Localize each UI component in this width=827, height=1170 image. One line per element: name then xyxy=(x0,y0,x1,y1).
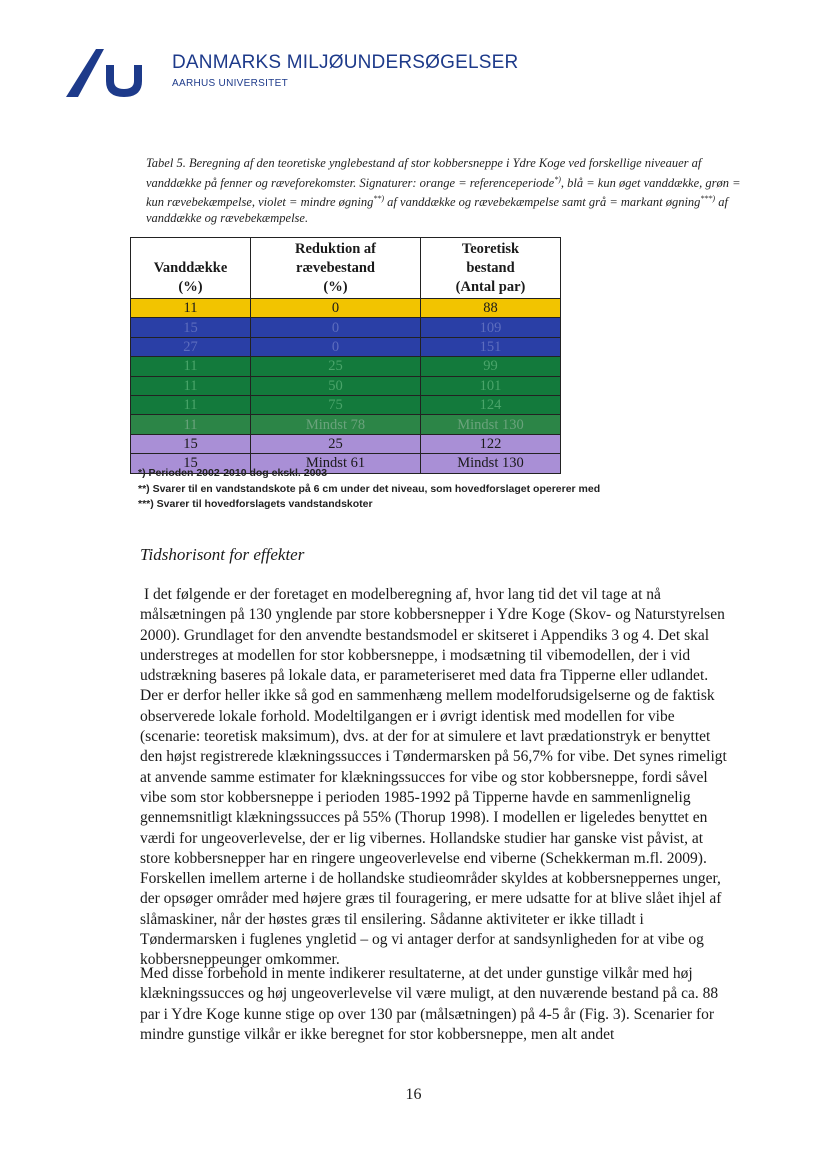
table-cell: 124 xyxy=(421,395,561,414)
caption-line-1: Tabel 5. Beregning af den teoretiske ynglebestand af stor kobbersneppe i Ydre Koge ved forskellige niveauer xyxy=(146,156,689,170)
page-number: 16 xyxy=(405,1086,422,1103)
table-row xyxy=(131,395,561,414)
table-cell: 109 xyxy=(421,318,561,337)
caption-line-4a: grå = markant øgning xyxy=(588,195,701,210)
caption-line-4b: af vanddække og rævebekæmpelse. xyxy=(146,195,728,225)
footnote: **) Svarer til en vandstandskote på 6 cm under det niveau, som hovedforslaget opererer med xyxy=(138,482,601,495)
footnote: *) Perioden 2002-2010 dog ekskl. 2003 xyxy=(138,467,328,479)
body-paragraph: I det følgende er der foretaget en modelberegning af, hvor lang tid det vil tage at nå målsætningen på 130 ynglende par store kobbersnepper i Ydre Koge (Skov- og Naturstyrelsen 2000). Grundlaget for den anvendte bestandsmodel er skitseret i Appendiks 3 og 4. Det skal understreges at modellen for stor kobbersneppe, i modsætning til vibemodellen, der i vid udstrækning baseres på lokale data, er parameteriseret med data fra Tipperne eller udlandet. Der er derfor heller ikke så god en sammenhæng mellem modelforudsigelserne og de faktisk observerede lokale forhold. Modeltilgangen er i øvrigt identisk med modellen for vibe (scenarie: teoretisk maksimum), dvs. at der for at simulere et lavt prædationstryk er benyttet den højst registrerede klækningssucces i Tøndermarsken på 56,7% for vibe. Det synes rimeligt at anvende samme estimater for klækningssucces for vibe og stor kobbersneppe, fordi såvel vibe som stor kobbersneppe i perioden 1985-1992 på Tipperne havde en sammenlignelig gennemsnitligt klækningssucces på 55% (Thorup 1998). I modellen er ligeledes benyttet en værdi for ungeoverlevelse, der er lig vibernes. Hollandske studier har ganske vist påvist, at store kobbersnepper har en ringere ungeoverlevelse end viberne (Schekkerman m.fl. 2009). Forskellen imellem arterne i de hollandske studieområder skyldes at kobbersneppernes unger, der opsøger områder med højere græs til fouragering, er mere udsatte for at blive slået ihjel af slåmaskiner, når der høstes græs til ensilering. Sådanne aktiviteter er ikke tilladt i Tøndermarsken i fuglenes yngletid – og vi antager derfor at sandsynligheden for at vibe og kobbersneppeunger omkommer. xyxy=(140,586,727,969)
data-table xyxy=(130,237,561,474)
table-cell: 11 xyxy=(131,395,251,414)
column-header-line: (%) xyxy=(178,279,203,295)
table-cell: 122 xyxy=(421,434,561,453)
table-cell: 11 xyxy=(131,299,251,318)
table-row xyxy=(131,434,561,453)
table-cell: 11 xyxy=(131,357,251,376)
table-cell: 25 xyxy=(251,357,421,376)
table-row xyxy=(131,376,561,395)
table-cell: 99 xyxy=(421,357,561,376)
table-row xyxy=(131,415,561,434)
column-header-vanddaekke xyxy=(131,238,251,299)
caption-line-3b: af vanddække og rævebekæmpelse samt xyxy=(384,195,586,210)
column-header-line: Reduktion af xyxy=(295,241,376,257)
table-body xyxy=(131,299,561,474)
table-cell: Mindst 130 xyxy=(421,454,561,473)
column-header-line: rævebestand xyxy=(296,260,375,276)
org-name: DANMARKS MILJØUNDERSØGELSER xyxy=(172,52,519,73)
column-header-line: (Antal par) xyxy=(455,279,526,295)
column-header-bestand xyxy=(421,238,561,299)
section-title: Tidshorisont for effekter xyxy=(140,545,305,564)
table-caption xyxy=(146,156,746,226)
table-cell: 75 xyxy=(251,395,421,414)
table-cell: 151 xyxy=(421,337,561,356)
table-cell: 11 xyxy=(131,415,251,434)
table-cell: 0 xyxy=(251,299,421,318)
table-cell: 88 xyxy=(421,299,561,318)
column-header-line: Vanddække xyxy=(153,260,228,276)
table-cell: 27 xyxy=(131,337,251,356)
column-header-line: (%) xyxy=(323,279,348,295)
table-cell: 50 xyxy=(251,376,421,395)
column-header-line: Teoretisk xyxy=(461,241,520,257)
body-paragraph: Med disse forbehold in mente indikerer resultaterne, at det under gunstige vilkår med høj klækningssucces og høj ungeoverlevelse vil være muligt, at den nuværende bestand på ca. 88 par i Ydre Koge kunne stige op over 130 par (målsætningen) på 4-5 år (Fig. 3). Scenarier for mindre gunstige vilkår er ikke beregnet for stor kobbersneppe, men alt andet xyxy=(140,965,719,1043)
footnote: ***) Svarer til hovedforslagets vandstandskoter xyxy=(138,498,373,510)
caption-sup-2: **) xyxy=(373,194,385,204)
table-cell: 0 xyxy=(251,337,421,356)
table-cell: Mindst 78 xyxy=(251,415,421,434)
org-subtitle: AARHUS UNIVERSITET xyxy=(172,78,288,89)
caption-line-2b: , blå = kun øget xyxy=(560,175,641,190)
caption-sup-1: *) xyxy=(554,174,561,184)
table-cell: 0 xyxy=(251,318,421,337)
table-cell: 15 xyxy=(131,318,251,337)
column-header-line: bestand xyxy=(466,260,515,276)
table-row xyxy=(131,318,561,337)
caption-sup-3: ***) xyxy=(700,194,716,204)
table-cell: 25 xyxy=(251,434,421,453)
table-row xyxy=(131,357,561,376)
caption-line-3a: vanddække, grøn = kun rævebekæmpelse, violet = mindre øgning xyxy=(146,175,741,210)
table-cell: 11 xyxy=(131,376,251,395)
caption-line-2a: af vanddække på fenner og ræveforekomster. Signaturer: orange = referenceperiode xyxy=(146,156,702,190)
au-logo-icon xyxy=(66,47,152,99)
table-header-row xyxy=(131,238,561,299)
table-row xyxy=(131,299,561,318)
column-header-reduktion xyxy=(251,238,421,299)
table-cell: 101 xyxy=(421,376,561,395)
table-cell: Mindst 61 xyxy=(251,454,421,473)
table-cell: Mindst 130 xyxy=(421,415,561,434)
table-cell: 15 xyxy=(131,434,251,453)
table-footnotes xyxy=(138,466,600,513)
table-row xyxy=(131,337,561,356)
table-cell: 15 xyxy=(131,454,251,473)
